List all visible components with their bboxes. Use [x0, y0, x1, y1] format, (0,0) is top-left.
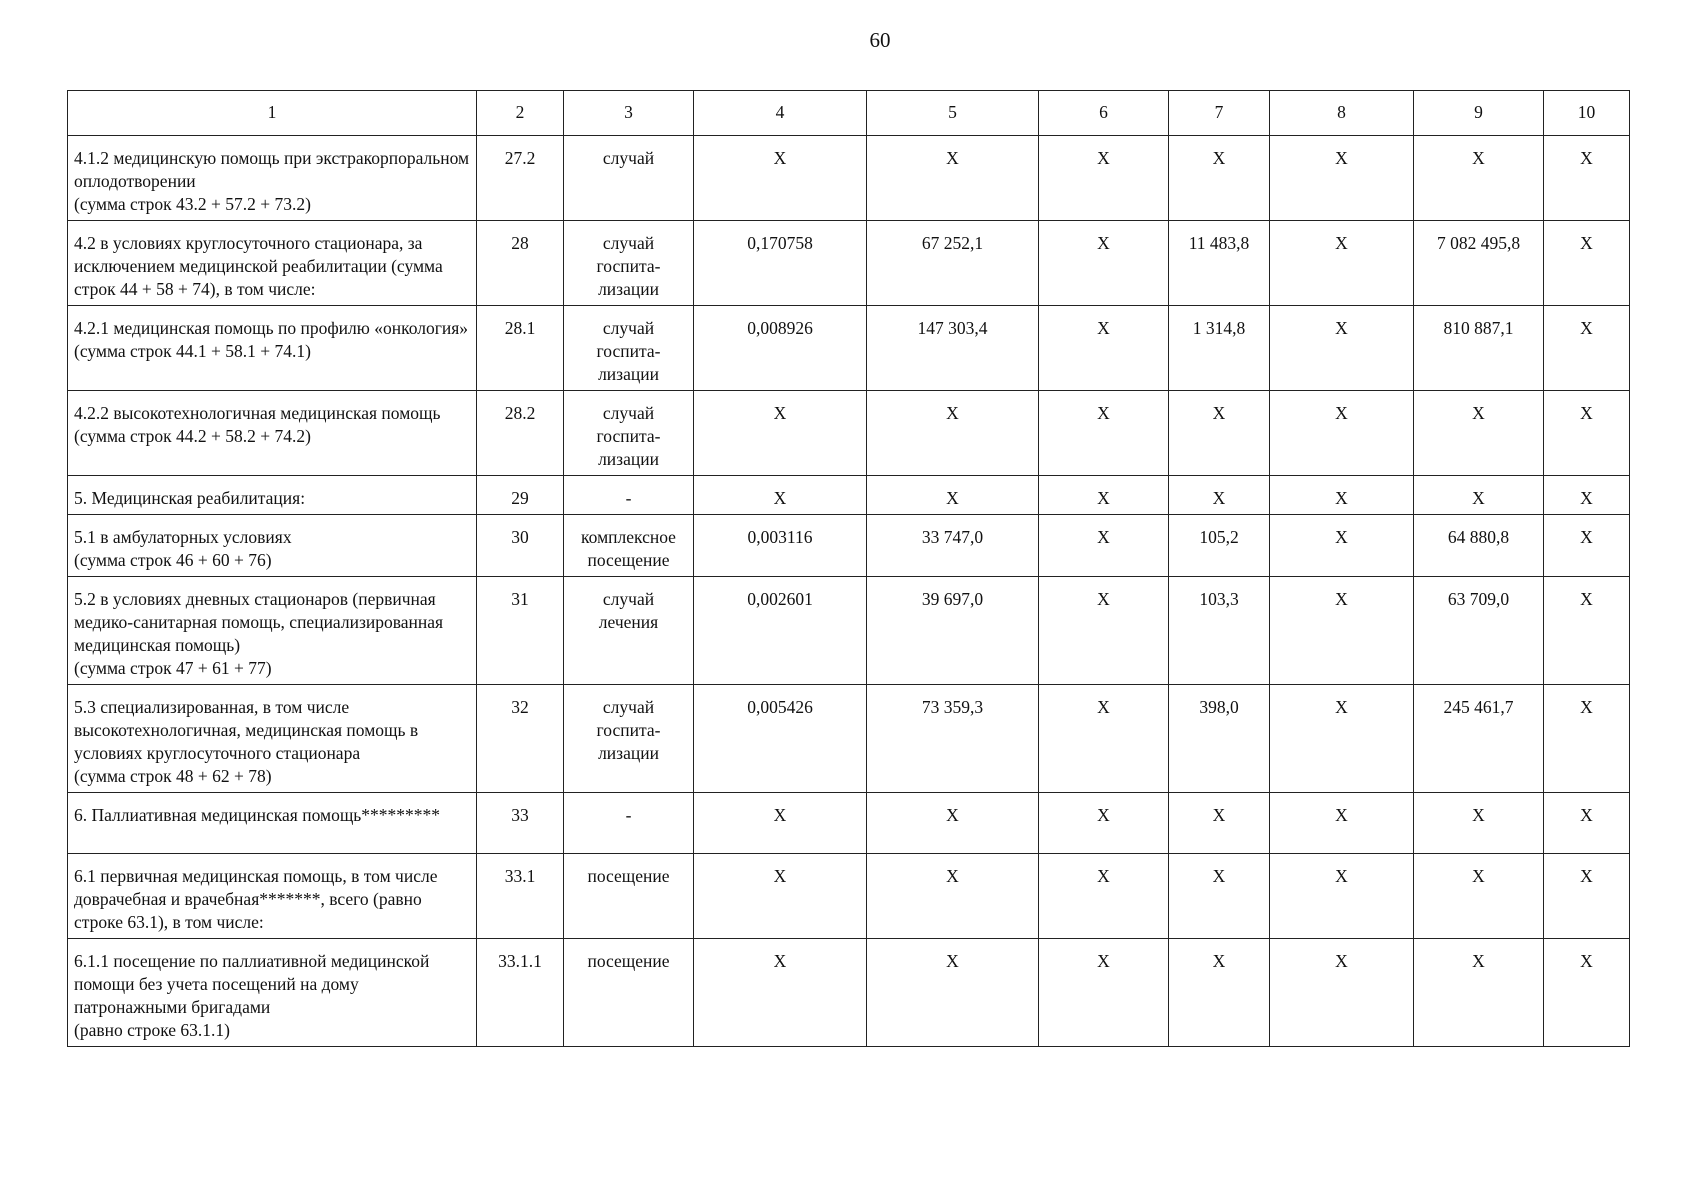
value-cell: Х	[1544, 136, 1630, 221]
unit-cell: случай	[564, 136, 694, 221]
value-cell: Х	[1169, 854, 1270, 939]
value-cell: Х	[867, 476, 1039, 515]
value-cell: Х	[1169, 391, 1270, 476]
value-cell: Х	[694, 391, 867, 476]
row-number-cell: 30	[477, 515, 564, 577]
value-cell: 103,3	[1169, 577, 1270, 685]
value-cell: Х	[1169, 793, 1270, 854]
value-cell: Х	[1414, 939, 1544, 1047]
table-row	[68, 939, 1630, 1047]
value-cell: 64 880,8	[1414, 515, 1544, 577]
row-number-cell: 28.1	[477, 306, 564, 391]
unit-cell: случай лечения	[564, 577, 694, 685]
table-row	[68, 391, 1630, 476]
value-cell: Х	[1039, 391, 1169, 476]
value-cell: 11 483,8	[1169, 221, 1270, 306]
value-cell: Х	[1544, 306, 1630, 391]
value-cell: 33 747,0	[867, 515, 1039, 577]
value-cell: Х	[1039, 577, 1169, 685]
value-cell: Х	[1544, 391, 1630, 476]
value-cell: 147 303,4	[867, 306, 1039, 391]
value-cell: Х	[1544, 854, 1630, 939]
value-cell: 398,0	[1169, 685, 1270, 793]
value-cell: 7 082 495,8	[1414, 221, 1544, 306]
value-cell: Х	[1414, 391, 1544, 476]
value-cell: Х	[1039, 515, 1169, 577]
header-row	[68, 91, 1630, 136]
value-cell: 63 709,0	[1414, 577, 1544, 685]
value-cell: Х	[1169, 476, 1270, 515]
value-cell: Х	[1544, 939, 1630, 1047]
row-number-cell: 27.2	[477, 136, 564, 221]
value-cell: Х	[1544, 577, 1630, 685]
value-cell: Х	[1039, 306, 1169, 391]
value-cell: Х	[1270, 793, 1414, 854]
row-name-cell: 5.1 в амбулаторных условиях (сумма строк 46 + 60 + 76)	[68, 515, 477, 577]
value-cell: 245 461,7	[1414, 685, 1544, 793]
row-number-cell: 32	[477, 685, 564, 793]
value-cell: Х	[1270, 476, 1414, 515]
table-row	[68, 685, 1630, 793]
value-cell: Х	[1270, 685, 1414, 793]
column-header-4: 4	[694, 91, 867, 136]
value-cell: Х	[1544, 515, 1630, 577]
value-cell: Х	[694, 476, 867, 515]
value-cell: 0,170758	[694, 221, 867, 306]
value-cell: Х	[1039, 476, 1169, 515]
value-cell: 105,2	[1169, 515, 1270, 577]
row-number-cell: 28	[477, 221, 564, 306]
value-cell: Х	[1544, 793, 1630, 854]
unit-cell: случай госпита- лизации	[564, 221, 694, 306]
value-cell: Х	[1039, 939, 1169, 1047]
row-number-cell: 33.1.1	[477, 939, 564, 1047]
value-cell: 73 359,3	[867, 685, 1039, 793]
value-cell: 0,003116	[694, 515, 867, 577]
value-cell: 39 697,0	[867, 577, 1039, 685]
value-cell: Х	[1039, 854, 1169, 939]
row-name-cell: 6. Паллиативная медицинская помощь*********	[68, 793, 477, 854]
value-cell: Х	[694, 939, 867, 1047]
value-cell: Х	[1039, 136, 1169, 221]
column-header-1: 1	[68, 91, 477, 136]
page-number: 60	[869, 28, 891, 52]
value-cell: Х	[867, 854, 1039, 939]
value-cell: 1 314,8	[1169, 306, 1270, 391]
value-cell: Х	[1270, 391, 1414, 476]
value-cell: Х	[694, 136, 867, 221]
unit-cell: -	[564, 793, 694, 854]
value-cell: 0,002601	[694, 577, 867, 685]
value-cell: Х	[867, 136, 1039, 221]
table-row	[68, 136, 1630, 221]
value-cell: Х	[1039, 793, 1169, 854]
value-cell: Х	[1270, 577, 1414, 685]
row-name-cell: 5.2 в условиях дневных стационаров (первичная медико-санитарная помощь, специализированная медицинская помощь) (сумма строк 47 + 61 + 77)	[68, 577, 477, 685]
unit-cell: посещение	[564, 854, 694, 939]
value-cell: Х	[867, 391, 1039, 476]
value-cell: Х	[1544, 221, 1630, 306]
value-cell: Х	[867, 939, 1039, 1047]
row-name-cell: 6.1 первичная медицинская помощь, в том числе доврачебная и врачебная*******, всего (равно строке 63.1), в том числе:	[68, 854, 477, 939]
row-name-cell: 4.1.2 медицинскую помощь при экстракорпоральном оплодотворении (сумма строк 43.2 + 57.2 + 73.2)	[68, 136, 477, 221]
value-cell: 0,008926	[694, 306, 867, 391]
column-header-5: 5	[867, 91, 1039, 136]
row-name-cell: 6.1.1 посещение по паллиативной медицинской помощи без учета посещений на дому патронажными бригадами (равно строке 63.1.1)	[68, 939, 477, 1047]
unit-cell: случай госпита- лизации	[564, 306, 694, 391]
unit-cell: посещение	[564, 939, 694, 1047]
value-cell: 67 252,1	[867, 221, 1039, 306]
unit-cell: случай госпита- лизации	[564, 685, 694, 793]
row-name-cell: 4.2 в условиях круглосуточного стационара, за исключением медицинской реабилитации (сумма строк 44 + 58 + 74), в том числе:	[68, 221, 477, 306]
value-cell: Х	[1270, 306, 1414, 391]
table-row	[68, 476, 1630, 515]
value-cell: 0,005426	[694, 685, 867, 793]
row-name-cell: 4.2.2 высокотехнологичная медицинская помощь (сумма строк 44.2 + 58.2 + 74.2)	[68, 391, 477, 476]
value-cell: Х	[1039, 685, 1169, 793]
row-name-cell: 4.2.1 медицинская помощь по профилю «онкология» (сумма строк 44.1 + 58.1 + 74.1)	[68, 306, 477, 391]
unit-cell: -	[564, 476, 694, 515]
value-cell: Х	[867, 793, 1039, 854]
table-row	[68, 221, 1630, 306]
column-header-8: 8	[1270, 91, 1414, 136]
unit-cell: случай госпита- лизации	[564, 391, 694, 476]
row-number-cell: 33.1	[477, 854, 564, 939]
column-header-7: 7	[1169, 91, 1270, 136]
column-header-3: 3	[564, 91, 694, 136]
value-cell: Х	[1414, 793, 1544, 854]
column-header-2: 2	[477, 91, 564, 136]
column-header-10: 10	[1544, 91, 1630, 136]
row-number-cell: 29	[477, 476, 564, 515]
value-cell: Х	[1414, 136, 1544, 221]
table-row	[68, 793, 1630, 854]
value-cell: Х	[1414, 476, 1544, 515]
table-row	[68, 515, 1630, 577]
row-number-cell: 33	[477, 793, 564, 854]
column-header-9: 9	[1414, 91, 1544, 136]
row-name-cell: 5. Медицинская реабилитация:	[68, 476, 477, 515]
value-cell: Х	[1270, 939, 1414, 1047]
value-cell: Х	[1544, 685, 1630, 793]
table-row	[68, 577, 1630, 685]
row-number-cell: 31	[477, 577, 564, 685]
value-cell: Х	[694, 854, 867, 939]
value-cell: Х	[1039, 221, 1169, 306]
value-cell: Х	[694, 793, 867, 854]
row-name-cell: 5.3 специализированная, в том числе высокотехнологичная, медицинская помощь в условиях круглосуточного стационара (сумма строк 48 + 62 + 78)	[68, 685, 477, 793]
value-cell: 810 887,1	[1414, 306, 1544, 391]
data-table	[67, 90, 1630, 1047]
value-cell: Х	[1270, 136, 1414, 221]
column-header-6: 6	[1039, 91, 1169, 136]
value-cell: Х	[1270, 515, 1414, 577]
row-number-cell: 28.2	[477, 391, 564, 476]
value-cell: Х	[1169, 939, 1270, 1047]
value-cell: Х	[1270, 221, 1414, 306]
value-cell: Х	[1544, 476, 1630, 515]
table-row	[68, 854, 1630, 939]
value-cell: Х	[1270, 854, 1414, 939]
unit-cell: комплексное посещение	[564, 515, 694, 577]
value-cell: Х	[1169, 136, 1270, 221]
table-row	[68, 306, 1630, 391]
value-cell: Х	[1414, 854, 1544, 939]
